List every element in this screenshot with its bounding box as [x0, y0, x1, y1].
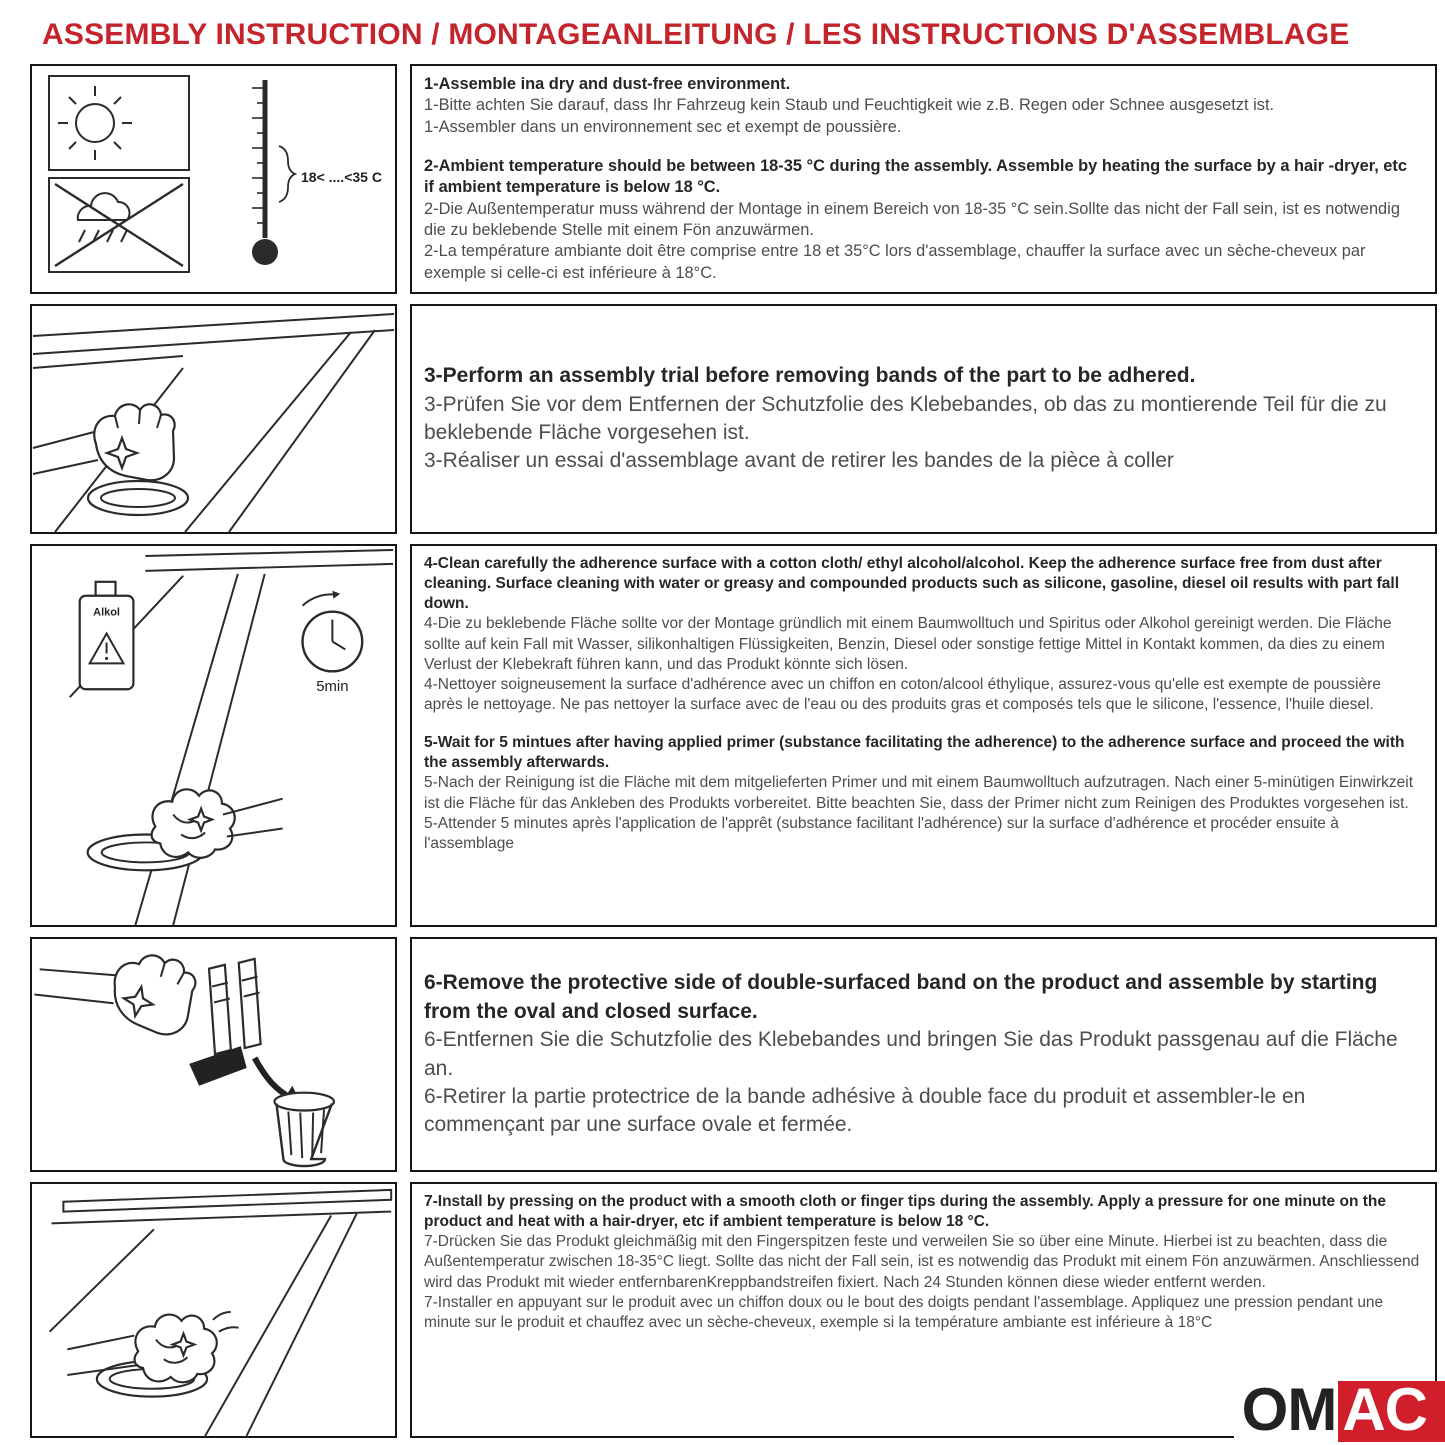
step6-de: 6-Entfernen Sie die Schutzfolie des Klebebandes und bringen Sie das Produkt passgenau auf die Fläche an. — [424, 1028, 1398, 1080]
omac-logo — [1234, 1376, 1445, 1443]
step5-en: 5-Wait for 5 mintues after having applied primer (substance facilitating the adherence) to the adherence surface and proceed the with the assembly afterwards. — [424, 734, 1405, 772]
alcohol-bottle-label: Alkol — [93, 606, 120, 619]
illustration-press-install — [30, 1182, 397, 1438]
step1-en: 1-Assemble ina dry and dust-free environment. — [424, 75, 791, 93]
step2-en: 2-Ambient temperature should be between 18-35 °C during the assembly. Assemble by heating the surface by a hair -dryer, etc if ambient temperature is below 18 °C. — [424, 156, 1407, 197]
illustration-assembly-trial — [30, 304, 397, 534]
step5-fr: 5-Attender 5 minutes après l'application de l'apprêt (substance facilitant l'adhérence) sur la surface d'adhérence et procéder ensuite à l'assemblage — [424, 814, 1339, 852]
oval-trim-part-icon — [88, 481, 188, 515]
page-title: ASSEMBLY INSTRUCTION / MONTAGEANLEITUNG / LES INSTRUCTIONS D'ASSEMBLAGE — [42, 18, 1350, 51]
step3-en: 3-Perform an assembly trial before removing bands of the part to be adhered. — [424, 364, 1196, 388]
motion-line — [213, 1312, 231, 1320]
step-row-3 — [30, 544, 1437, 927]
step-row-4 — [30, 937, 1437, 1172]
step4-de: 4-Die zu beklebende Fläche sollte vor der Montage gründlich mit einem Baumwolltuch und Spiritus oder Alkohol gereinigt werden. Die Fläche sollte auf kein Fall mit Wasser, silikonhaltigen Flüssigkeiten, Benzin, Diesel oder sonstige fettige Mittel in Kontakt kommen, da dies zu einem Verlust der Klebekraft führen kann, und das Produkt könnte sich lösen. — [424, 615, 1392, 673]
temperature-range-label: 18< ....<35 C — [301, 169, 382, 185]
step6-fr: 6-Retirer la partie protectrice de la bande adhésive à double face du produit et assembler-le en commençant par une surface ovale et fermée. — [424, 1084, 1306, 1137]
step6-en: 6-Remove the protective side of double-surfaced band on the product and assemble by starting from the oval and closed surface. — [424, 971, 1378, 1023]
car-door-illustration — [50, 1190, 392, 1436]
illustration-remove-band — [30, 937, 397, 1172]
step3-de: 3-Prüfen Sie vor dem Entfernen der Schutzfolie des Klebebandes, ob das zu montierende Teil für die zu beklebende Fläche vorgesehen ist. — [424, 392, 1387, 444]
clean-primer-drawing — [32, 546, 395, 925]
step5-de: 5-Nach der Reinigung ist die Fläche mit dem mitgelieferten Primer und mit einem Baumwolltuch aufzutragen. Nach einer 5-minütigen Einwirkzeit ist die Fläche für das Ankleben des Produkts vorbereitet. Bitte beachten Sie, dass der Primer nicht zum Reinigen des Produktes vorgesehen ist. — [424, 774, 1414, 812]
environment-temperature-drawing — [32, 66, 395, 292]
arrow-icon — [255, 1058, 291, 1098]
clock-duration-label: 5min — [316, 678, 349, 696]
step1-fr: 1-Assembler dans un environnement sec et exempt de poussière. — [424, 117, 902, 136]
remove-band-drawing — [32, 939, 395, 1170]
step4-fr: 4-Nettoyer soigneusement la surface d'adhérence avec un chiffon en coton/alcool éthylique, assurez-vous qu'elle est exempte de poussière après le nettoyage. Ne pas nettoyer la surface avec de l'eau ou des produits gras et composés tels que le silicone, l'essence, l'huile diesel. — [424, 675, 1381, 713]
illustration-environment-temperature — [30, 64, 397, 294]
thermometer-icon — [252, 80, 382, 265]
step4-en: 4-Clean carefully the adherence surface with a cotton cloth/ ethyl alcohol/alcohol. Keep the adherence surface free from dust after cleaning. Surface cleaning with water or greasy and compounded products such as silicone, gasoline, diesel oil results with part fall down. — [424, 555, 1400, 613]
step-3-text — [410, 304, 1437, 534]
step-row-1 — [30, 64, 1437, 294]
step2-de: 2-Die Außentemperatur muss während der Montage in einem Bereich von 18-35 °C sein.Sollte das nicht der Fall sein, ist es notwendig die zu beklebende Stelle mit einem Fön anzuwärmen. — [424, 199, 1400, 239]
step-1-2-text — [410, 64, 1437, 294]
step1-de: 1-Bitte achten Sie darauf, dass Ihr Fahrzeug kein Staub und Feuchtigkeit wie z.B. Regen oder Schnee ausgesetzt ist. — [424, 96, 1275, 115]
sun-icon — [49, 76, 189, 170]
alcohol-bottle-icon — [80, 582, 134, 689]
step7-de: 7-Drücken Sie das Produkt gleichmäßig mit den Fingerspitzen feste und verweilen Sie so über eine Minute. Hierbei ist zu beachten, dass die Außentemperatur zwischen 18-35°C liegt. Sollte das nicht der Fall sein, ist es notwendig das Produkt mit einem Fön anzuwärmen. Anschliessend wird das Produkt mit wieder entfernbarenKreppbandstreifen fixiert. Nach 24 Stunden können diese wieder entfernt werden. — [424, 1233, 1420, 1291]
cloth-pressing-hand-icon — [67, 1312, 238, 1382]
assembly-trial-drawing — [32, 306, 395, 532]
step-4-5-text — [410, 544, 1437, 927]
step7-en: 7-Install by pressing on the product with a smooth cloth or finger tips during the assembly. Apply a pressure for one minute on the product and heat with a hair-dryer, etc if ambient temperature is below 18 °C. — [424, 1193, 1386, 1231]
omac-logo-ac: AC — [1338, 1381, 1445, 1442]
step2-fr: 2-La température ambiante doit être comprise entre 18 et 35°C lors d'assemblage, chauffer la surface avec un sèche-cheveux par exemple si celle-ci est inférieure à 18°C. — [424, 242, 1366, 282]
step3-fr: 3-Réaliser un essai d'assemblage avant de retirer les bandes de la pièce à coller — [424, 449, 1174, 473]
motion-line — [219, 1327, 239, 1331]
hand-icon — [32, 939, 199, 1039]
step-row-5 — [30, 1182, 1437, 1438]
no-rain-icon — [49, 178, 189, 272]
step-row-2 — [30, 304, 1437, 534]
omac-logo-om: OM — [1234, 1381, 1339, 1442]
brace-glyph — [279, 146, 295, 202]
illustration-clean-primer — [30, 544, 397, 927]
trash-bin-icon — [274, 1093, 333, 1166]
step-6-text — [410, 937, 1437, 1172]
adhesive-strips-icon — [209, 959, 261, 1054]
press-install-drawing — [32, 1184, 395, 1436]
clock-icon — [303, 591, 363, 695]
step7-fr: 7-Installer en appuyant sur le produit avec un chiffon doux ou le bout des doigts pendant l'assemblage. Appliquez une pression pendant une minute sur le produit et chauffez avec un sèche-cheveux, exemple si la température ambiante est inférieure à 18°C — [424, 1293, 1384, 1331]
